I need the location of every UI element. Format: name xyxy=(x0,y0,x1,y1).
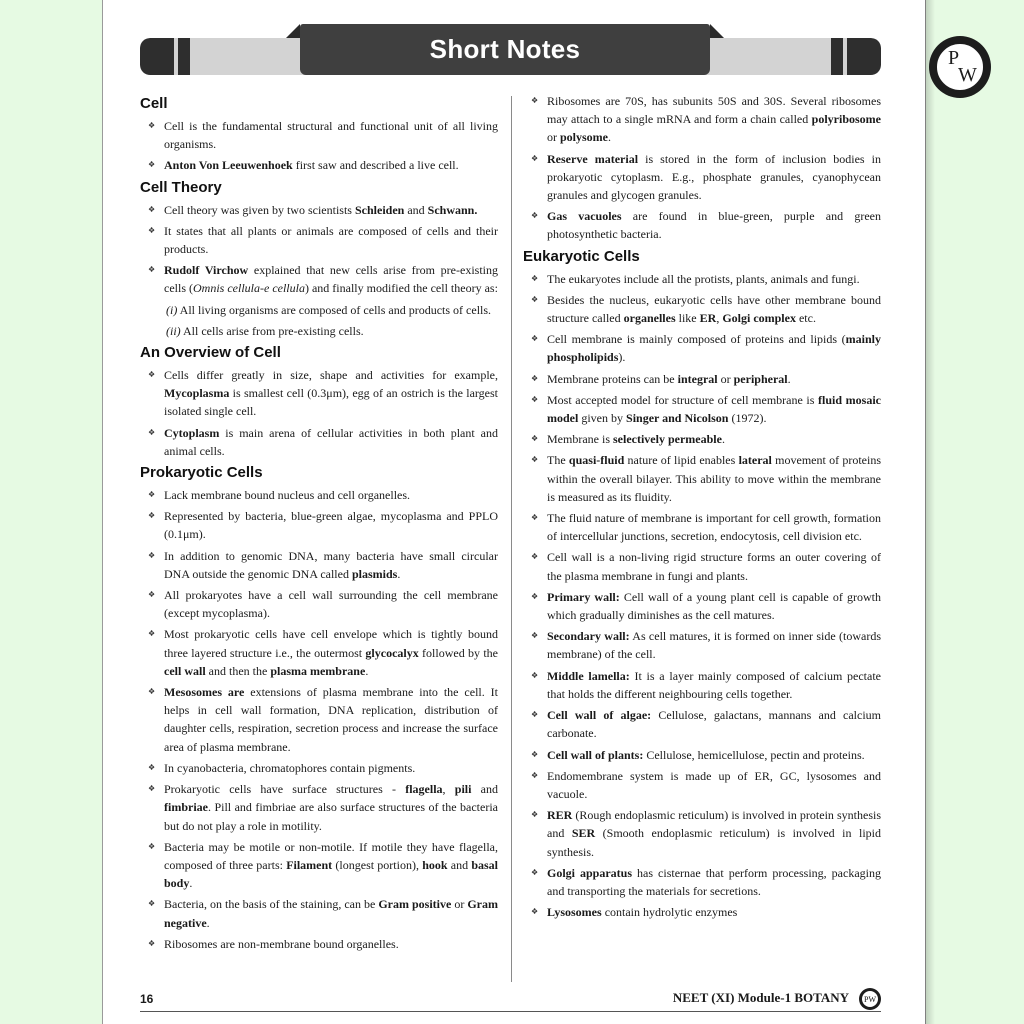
emphasis-text: Singer and Nicolson xyxy=(626,411,729,426)
sub-item-number: (ii) xyxy=(166,323,181,338)
pw-logo-small-icon xyxy=(859,988,881,1010)
page-footer xyxy=(140,990,881,1012)
emphasis-text: selectively permeable xyxy=(612,432,722,447)
list-item xyxy=(140,625,498,680)
section-heading: Cell Theory xyxy=(140,178,222,196)
list-item xyxy=(140,759,498,777)
item-text: and xyxy=(471,782,498,797)
list-item xyxy=(523,291,881,327)
item-text: All prokaryotes have a cell wall surrounding the cell membrane (except mycoplasma). xyxy=(164,588,498,621)
item-text: Most accepted model for structure of cell membrane is xyxy=(547,392,819,407)
item-text: has cisternae that perform processing, packaging and transporting the materials for secretions. xyxy=(547,865,881,898)
left-column xyxy=(140,92,498,956)
emphasis-text: lateral xyxy=(738,453,772,468)
item-text: Represented by bacteria, blue-green algae, mycoplasma and PPLO (0.1μm). xyxy=(164,509,498,542)
item-text: and xyxy=(404,202,428,217)
item-text: or xyxy=(547,130,560,145)
emphasis-text: Rudolf Virchow xyxy=(164,263,249,278)
emphasis-text: Golgi apparatus xyxy=(547,865,633,880)
emphasis-text: Cell wall of plants: xyxy=(547,747,644,762)
emphasis-text: organelles xyxy=(623,311,676,326)
item-text: nature of lipid enables xyxy=(624,453,739,468)
item-text: first saw and described a live cell. xyxy=(292,158,459,173)
item-text: , xyxy=(716,311,723,326)
list-item xyxy=(140,261,498,297)
list-item xyxy=(523,370,881,388)
item-text: is main arena of cellular activities in both plant and animal cells. xyxy=(164,425,498,458)
emphasis-text: Omnis cellula-e cellula xyxy=(193,281,305,296)
sub-list xyxy=(140,301,498,340)
item-text: . xyxy=(721,432,725,447)
sub-item-text: All cells arise from pre-existing cells. xyxy=(180,323,364,338)
list-item xyxy=(140,895,498,931)
item-text: In cyanobacteria, chromatophores contain pigments. xyxy=(164,760,416,775)
item-text: Endomembrane system is made up of ER, GC, lysosomes and vacuole. xyxy=(547,768,881,801)
item-text: ). xyxy=(618,350,626,365)
emphasis-text: polysome xyxy=(560,130,608,145)
item-text: , xyxy=(442,782,455,797)
list-item xyxy=(140,424,498,460)
item-text: given by xyxy=(578,411,627,426)
item-text: Most prokaryotic cells have cell envelope which is tightly bound three layered structure i.e., the outermost xyxy=(164,627,498,660)
emphasis-text: Mycoplasma xyxy=(164,386,230,401)
emphasis-text: Reserve material xyxy=(547,151,639,166)
item-text: Prokaryotic cells have surface structures - xyxy=(164,782,406,797)
emphasis-text: pili xyxy=(454,782,472,797)
item-text: Membrane proteins can be xyxy=(547,371,678,386)
list-item xyxy=(140,683,498,756)
column-divider xyxy=(511,96,512,982)
list-item xyxy=(140,117,498,153)
bullet-list xyxy=(140,366,498,460)
emphasis-text: fimbriae xyxy=(164,800,208,815)
section-heading: Prokaryotic Cells xyxy=(140,464,263,482)
bullet-list xyxy=(523,92,881,244)
section-heading: Cell xyxy=(140,95,168,112)
item-text: Cellulose, galactans, mannans and calcium carbonate. xyxy=(547,708,881,741)
emphasis-text: Lysosomes xyxy=(547,905,602,920)
item-text: etc. xyxy=(795,311,816,326)
emphasis-text: flagella xyxy=(405,782,443,797)
item-text: It is a layer mainly composed of calcium pectate that holds the different neighbouring cells together. xyxy=(547,668,881,701)
page-shadow xyxy=(925,0,935,1024)
short-notes-banner xyxy=(140,22,881,76)
banner-title: Short Notes xyxy=(429,34,581,64)
item-text: . xyxy=(365,663,369,678)
item-text: and xyxy=(447,857,472,872)
pw-logo-icon xyxy=(929,36,991,98)
emphasis-text: ER xyxy=(699,311,717,326)
item-text: Cellulose, hemicellulose, pectin and proteins. xyxy=(643,747,865,762)
section-heading: An Overview of Cell xyxy=(140,344,281,362)
item-text: As cell matures, it is formed on inner side (towards membrane) of the cell. xyxy=(547,629,881,662)
emphasis-text: Gram negative xyxy=(164,897,498,930)
item-text: (longest portion), xyxy=(332,857,423,872)
list-item xyxy=(523,150,881,205)
list-item xyxy=(523,451,881,506)
list-item xyxy=(140,156,498,174)
list-item xyxy=(140,201,498,219)
list-item xyxy=(523,430,881,448)
item-text: The xyxy=(547,453,569,468)
list-item xyxy=(523,903,881,921)
item-text: . xyxy=(206,915,210,930)
list-item xyxy=(523,864,881,900)
item-text: is stored in the form of inclusion bodies in prokaryotic cytoplasm. E.g., phosphate granules, cyanophycean granules and glycogen granules. xyxy=(547,151,882,203)
item-text: explained that new cells arise from pre-existing cells ( xyxy=(164,263,498,296)
list-item xyxy=(140,935,498,953)
emphasis-text: Gas vacuoles xyxy=(547,209,622,224)
list-item xyxy=(523,509,881,545)
emphasis-text: RER xyxy=(547,808,573,823)
emphasis-text: Golgi complex xyxy=(722,311,796,326)
item-text: (Rough endoplasmic reticulum) is involved in protein synthesis and xyxy=(547,808,881,841)
emphasis-text: quasi-fluid xyxy=(568,453,625,468)
emphasis-text: Cytoplasm xyxy=(164,425,220,440)
emphasis-text: Gram positive xyxy=(378,897,452,912)
pw-logo-inner xyxy=(935,42,985,92)
item-text: is smallest cell (0.3μm), egg of an ostrich is the largest isolated single cell. xyxy=(164,386,498,419)
item-text: followed by the xyxy=(418,645,498,660)
list-item xyxy=(140,780,498,835)
list-item xyxy=(140,222,498,258)
emphasis-text: mainly phospholipids xyxy=(547,332,881,365)
list-item xyxy=(523,588,881,624)
item-text: (1972). xyxy=(728,411,767,426)
sub-item-text: All living organisms are composed of cells and products of cells. xyxy=(177,302,492,317)
item-text: Cell wall is a non-living rigid structure forms an outer covering of the plasma membrane in fungi and plants. xyxy=(547,550,881,583)
banner-center xyxy=(300,24,710,75)
item-text: It states that all plants or animals are composed of cells and their products. xyxy=(164,223,498,257)
item-text: Bacteria, on the basis of the staining, can be xyxy=(164,897,379,912)
item-text: or xyxy=(717,371,734,386)
item-text: ) and finally modified the cell theory as: xyxy=(304,281,498,296)
item-text: Bacteria may be motile or non-motile. If motile they have flagella, composed of three parts: xyxy=(164,839,498,872)
item-text: are found in blue-green, purple and green photosynthetic bacteria. xyxy=(547,209,881,242)
item-text: movement of proteins within the overall bilayer. This ability to move within the membrane is measured as its fluidity. xyxy=(547,453,882,504)
bullet-list xyxy=(523,270,881,922)
item-text: Membrane is xyxy=(547,432,613,447)
list-item xyxy=(523,207,881,243)
emphasis-text: Schwann. xyxy=(427,202,478,217)
item-text: . Pill and fimbriae are also surface structures of the bacteria but do not play a role in motility. xyxy=(164,800,498,833)
sub-item-number: (i) xyxy=(166,302,178,317)
item-text: Cell wall of a young plant cell is capable of growth which gradually diminishes as the cell matures. xyxy=(547,589,881,623)
list-item xyxy=(523,767,881,803)
logo-letter-p: P xyxy=(948,47,960,69)
item-text: . xyxy=(608,130,611,145)
list-item xyxy=(523,92,881,147)
item-text: Cells differ greatly in size, shape and activities for example, xyxy=(164,368,498,383)
bullet-list xyxy=(140,486,498,953)
pw-logo-small-inner: PW xyxy=(862,991,878,1007)
item-text: Cell membrane is mainly composed of proteins and lipids ( xyxy=(547,332,846,347)
banner-stripe xyxy=(843,38,847,75)
banner-stripe xyxy=(174,38,178,75)
emphasis-text: Anton Von Leeuwenhoek xyxy=(164,158,293,173)
logo-letter-w: W xyxy=(958,64,977,86)
emphasis-text: peripheral xyxy=(733,371,788,386)
emphasis-text: plasma membrane xyxy=(270,663,366,678)
emphasis-text: SER xyxy=(571,826,596,841)
emphasis-text: cell wall xyxy=(164,663,206,678)
emphasis-text: Secondary wall: xyxy=(547,629,630,644)
item-text: Ribosomes are 70S, has subunits 50S and 30S. Several ribosomes may attach to a single mRNA and form a chain called xyxy=(547,94,881,127)
list-item xyxy=(523,391,881,427)
item-text: Besides the nucleus, eukaryotic cells have other membrane bound structure called xyxy=(547,292,881,326)
emphasis-text: Middle lamella: xyxy=(547,668,630,683)
list-item xyxy=(140,366,498,421)
section-heading: Eukaryotic Cells xyxy=(523,247,640,265)
list-item xyxy=(523,548,881,584)
emphasis-text: Schleiden xyxy=(354,202,405,217)
item-text: The fluid nature of membrane is important for cell growth, formation of intercellular junctions, secretion, endocytosis, cell division etc. xyxy=(547,511,881,544)
item-text: and then the xyxy=(205,663,271,678)
emphasis-text: Filament xyxy=(286,857,333,872)
banner-endcap-left xyxy=(140,38,190,75)
item-text: . xyxy=(787,371,791,386)
list-item xyxy=(140,838,498,893)
list-item xyxy=(140,507,498,543)
list-item xyxy=(523,667,881,703)
item-text: like xyxy=(675,311,700,326)
emphasis-text: Mesosomes are xyxy=(164,685,245,700)
list-item xyxy=(523,330,881,366)
item-text: Cell is the fundamental structural and functional unit of all living organisms. xyxy=(164,119,498,152)
emphasis-text: Primary wall: xyxy=(547,589,620,604)
footer-title: NEET (XI) Module-1 BOTANY xyxy=(672,990,849,1005)
page-number: 16 xyxy=(140,992,154,1006)
item-text: . xyxy=(189,876,193,891)
emphasis-text: polyribosome xyxy=(811,112,881,127)
sub-list-item xyxy=(140,322,498,340)
emphasis-text: fluid mosaic model xyxy=(547,392,881,426)
banner-endcap-right xyxy=(831,38,881,75)
footer-rule xyxy=(140,1011,881,1012)
item-text: Cell theory was given by two scientists xyxy=(164,202,355,217)
list-item xyxy=(523,627,881,663)
bullet-list xyxy=(140,117,498,175)
sub-list-item xyxy=(140,301,498,319)
item-text: The eukaryotes include all the protists, plants, animals and fungi. xyxy=(547,271,860,286)
list-item xyxy=(140,547,498,583)
emphasis-text: integral xyxy=(677,371,718,386)
item-text: contain hydrolytic enzymes xyxy=(601,905,738,920)
item-text: . xyxy=(397,566,401,581)
item-text: or xyxy=(451,897,468,912)
list-item xyxy=(140,486,498,504)
item-text: In addition to genomic DNA, many bacteria have small circular DNA outside the genomic DNA called xyxy=(164,548,498,581)
emphasis-text: hook xyxy=(422,857,448,872)
bullet-list xyxy=(140,201,498,298)
item-text: (Smooth endoplasmic reticulum) is involved in lipid synthesis. xyxy=(547,826,881,859)
item-text: extensions of plasma membrane into the cell. It helps in cell wall formation, DNA replication, distribution of daughter cells, respiration, secretion process and increase the surface area of plasma membrane. xyxy=(164,685,498,754)
list-item xyxy=(523,806,881,861)
list-item xyxy=(140,586,498,622)
item-text: Ribosomes are non-membrane bound organelles. xyxy=(164,936,399,951)
list-item xyxy=(523,746,881,764)
emphasis-text: Cell wall of algae: xyxy=(547,708,652,723)
right-column xyxy=(523,92,881,924)
emphasis-text: basal body xyxy=(164,857,499,891)
list-item xyxy=(523,270,881,288)
emphasis-text: plasmids xyxy=(351,566,398,581)
item-text: Lack membrane bound nucleus and cell organelles. xyxy=(164,488,411,503)
emphasis-text: glycocalyx xyxy=(365,645,419,660)
list-item xyxy=(523,706,881,742)
